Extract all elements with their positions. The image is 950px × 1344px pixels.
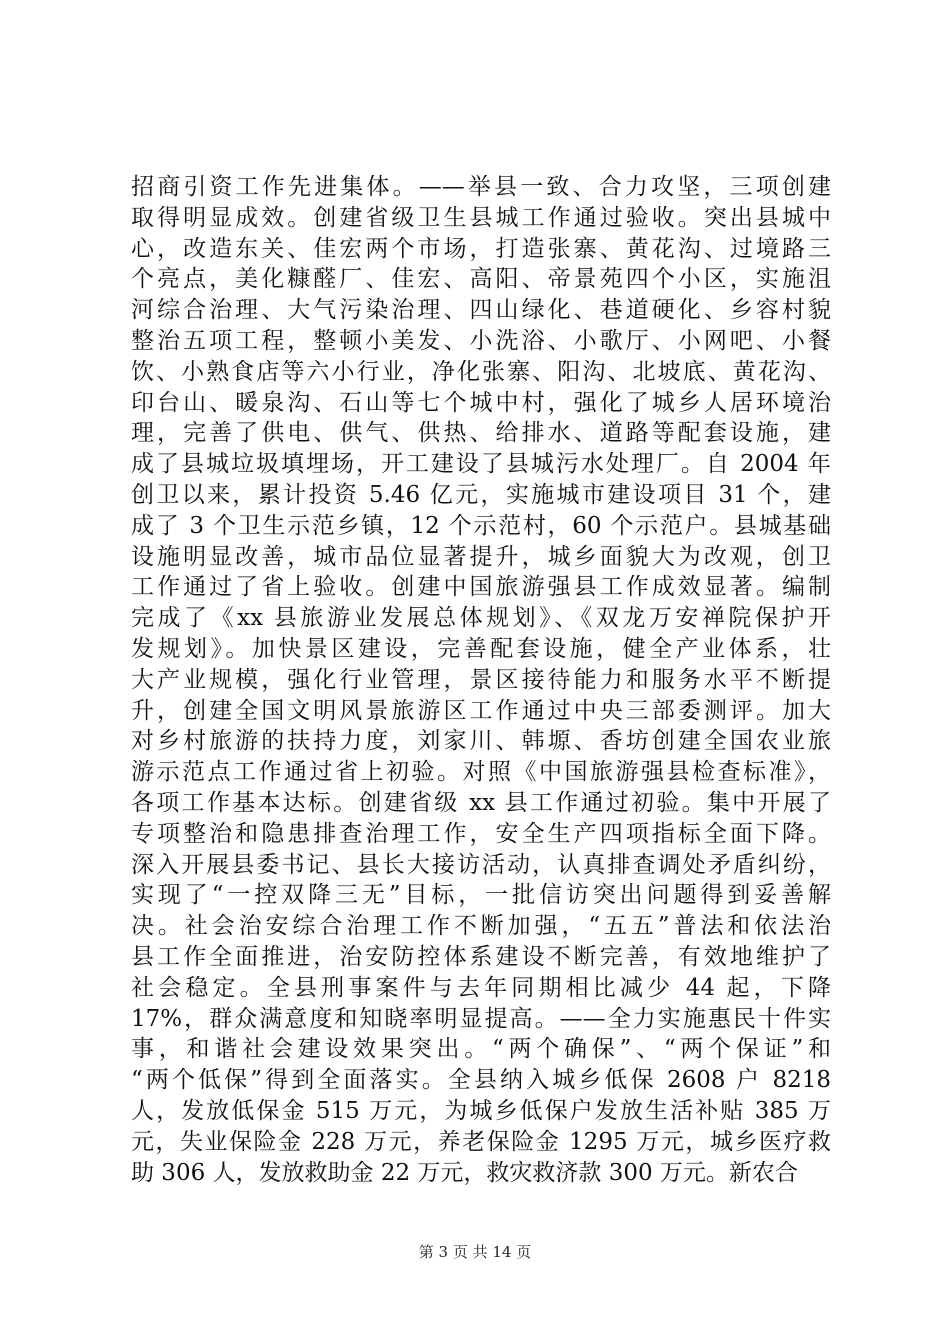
text-line: 完成了《xx 县旅游业发展总体规划》、《双龙万安禅院保护开 — [131, 605, 831, 632]
text-line: 工作通过了省上验收。创建中国旅游强县工作成效显著。编制 — [131, 574, 831, 601]
text-line: 整治五项工程，整顿小美发、小洗浴、小歌厅、小网吧、小餐 — [131, 327, 831, 354]
text-line: 社会稳定。全县刑事案件与去年同期相比减少 44 起，下降 — [131, 974, 831, 1001]
text-line: 深入开展县委书记、县长大接访活动，认真排查调处矛盾纠纷， — [131, 851, 831, 878]
text-line: 人，发放低保金 515 万元，为城乡低保户发放生活补贴 385 万 — [131, 1097, 831, 1124]
text-line: 决。社会治安综合治理工作不断加强，“五五”普法和依法治 — [131, 913, 831, 940]
text-line: 实现了“一控双降三无”目标，一批信访突出问题得到妥善解 — [131, 882, 831, 909]
text-line: 17%，群众满意度和知晓率明显提高。——全力实施惠民十件实 — [131, 1005, 831, 1032]
text-line: 县工作全面推进，治安防控体系建设不断完善，有效地维护了 — [131, 943, 831, 970]
text-line: 各项工作基本达标。创建省级 xx 县工作通过初验。集中开展了 — [131, 789, 831, 816]
text-line: 大产业规模，强化行业管理，景区接待能力和服务水平不断提 — [131, 666, 831, 693]
text-line: 成了县城垃圾填埋场，开工建设了县城污水处理厂。自 2004 年 — [131, 451, 831, 478]
text-line: 设施明显改善，城市品位显著提升，城乡面貌大为改观，创卫 — [131, 543, 831, 570]
text-line: 助 306 人，发放救助金 22 万元，救灾救济款 300 万元。新农合 — [131, 1159, 798, 1186]
text-line: 创卫以来，累计投资 5.46 亿元，实施城市建设项目 31 个，建 — [131, 481, 831, 508]
text-line: 饮、小熟食店等六小行业，净化张寨、阳沟、北坡底、黄花沟、 — [131, 358, 831, 385]
text-line: 取得明显成效。创建省级卫生县城工作通过验收。突出县城中 — [131, 204, 831, 231]
text-line: 对乡村旅游的扶持力度，刘家川、韩塬、香坊创建全国农业旅 — [131, 728, 831, 755]
text-line: 事，和谐社会建设效果突出。“两个确保”、“两个保证”和 — [131, 1036, 831, 1063]
text-line: 个亮点，美化糠醛厂、佳宏、高阳、帝景苑四个小区，实施沮 — [131, 266, 831, 293]
text-line: 升，创建全国文明风景旅游区工作通过中央三部委测评。加大 — [131, 697, 831, 724]
text-line: 发规划》。加快景区建设，完善配套设施，健全产业体系，壮 — [131, 635, 831, 662]
text-line: 成了 3 个卫生示范乡镇，12 个示范村，60 个示范户。县城基础 — [131, 512, 831, 539]
body-text — [131, 172, 831, 1188]
text-line: 招商引资工作先进集体。——举县一致、合力攻坚，三项创建 — [131, 174, 831, 200]
text-line: 心，改造东关、佳宏两个市场，打造张寨、黄花沟、过境路三 — [131, 235, 831, 262]
text-line: “两个低保”得到全面落实。全县纳入城乡低保 2608 户 8218 — [131, 1067, 831, 1094]
text-line: 印台山、暖泉沟、石山等七个城中村，强化了城乡人居环境治 — [131, 389, 831, 416]
page-footer: 第 3 页 共 14 页 — [418, 1243, 532, 1261]
text-line: 元，失业保险金 228 万元，养老保险金 1295 万元，城乡医疗救 — [131, 1128, 831, 1155]
text-line: 理，完善了供电、供气、供热、给排水、道路等配套设施，建 — [131, 420, 831, 447]
text-line: 专项整治和隐患排查治理工作，安全生产四项指标全面下降。 — [131, 820, 831, 847]
text-line: 游示范点工作通过省上初验。对照《中国旅游强县检查标准》， — [131, 759, 831, 786]
text-line: 河综合治理、大气污染治理、四山绿化、巷道硬化、乡容村貌 — [131, 297, 831, 324]
